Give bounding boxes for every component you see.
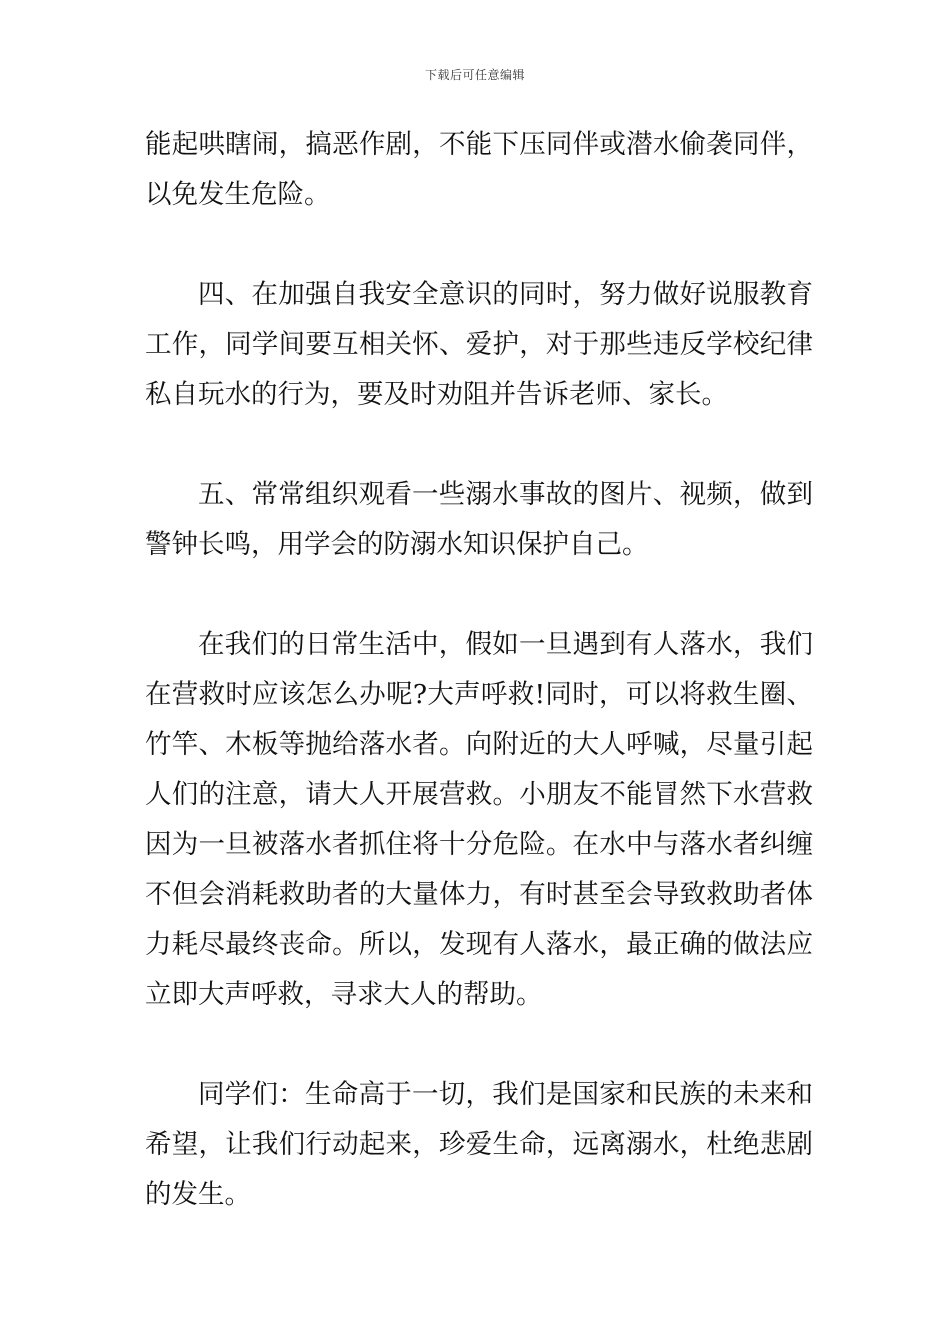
document-body [145, 120, 813, 1220]
paragraph-gap [145, 420, 813, 470]
paragraph-closing: 同学们：生命高于一切，我们是国家和民族的未来和希望，让我们行动起来，珍爱生命，远离溺水，杜绝悲剧的发生。 [145, 1079, 813, 1210]
paragraph-gap [145, 570, 813, 620]
paragraph-gap [145, 1020, 813, 1070]
paragraph-point-five: 五、常常组织观看一些溺水事故的图片、视频，做到警钟长鸣，用学会的防溺水知识保护自己。 [145, 479, 813, 560]
paragraph-point-four: 四、在加强自我安全意识的同时，努力做好说服教育工作，同学间要互相关怀、爱护，对于那些违反学校纪律私自玩水的行为，要及时劝阻并告诉老师、家长。 [145, 279, 813, 410]
paragraph-gap [145, 220, 813, 270]
paragraph-continuation: 能起哄瞎闹，搞恶作剧，不能下压同伴或潜水偷袭同伴，以免发生危险。 [145, 129, 813, 210]
paragraph-rescue-advice: 在我们的日常生活中，假如一旦遇到有人落水，我们在营救时应该怎么办呢?大声呼救!同时，可以将救生圈、竹竿、木板等抛给落水者。向附近的大人呼喊，尽量引起人们的注意，请大人开展营救。小朋友不能冒然下水营救因为一旦被落水者抓住将十分危险。在水中与落水者纠缠不但会消耗救助者的大量体力，有时甚至会导致救助者体力耗尽最终丧命。所以，发现有人落水，最正确的做法应立即大声呼救，寻求大人的帮助。 [145, 629, 813, 1010]
page-header: 下载后可任意编辑 [424, 68, 525, 82]
